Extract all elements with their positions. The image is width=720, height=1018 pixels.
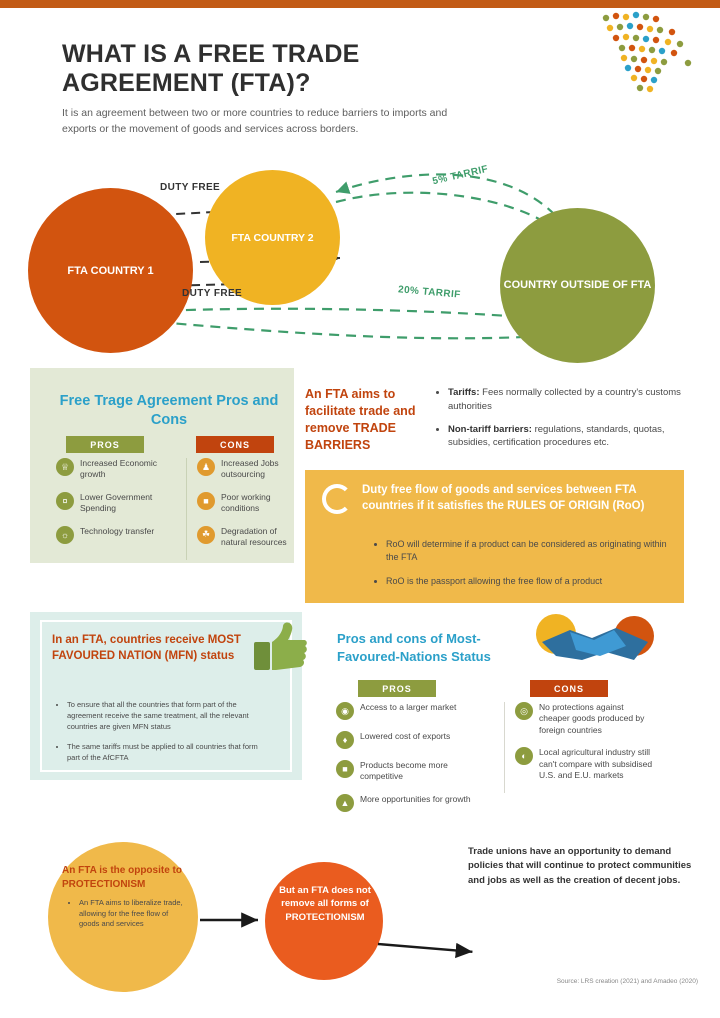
circle-fta-country-2: FTA COUNTRY 2: [205, 170, 340, 305]
mfn-pros-item-label: More opportunities for growth: [360, 793, 471, 804]
mfn-title: In an FTA, countries receive MOST FAVOURED NATION (MFN) status: [52, 634, 241, 663]
list-item: • To ensure that all the countries that form part of the agreement receive the same treatment, all the relevant countries are given MFN status: [67, 700, 263, 733]
fta-aims-text: An FTA aims to facilitate trade and remove TRADE BARRIERS: [305, 387, 416, 452]
pros-item-label: Lower Government Spending: [80, 491, 153, 514]
pros-item-label: Technology transfer: [80, 525, 155, 536]
page-subtitle: It is an agreement between two or more countries to reduce barriers to imports and exports or the movement of goods and services across borders.: [62, 107, 448, 136]
circle-country-outside-fta: COUNTRY OUTSIDE OF FTA: [500, 208, 655, 363]
list-item: [515, 702, 654, 736]
top-accent-bar: [0, 0, 720, 8]
page-title: WHAT IS A FREE TRADE AGREEMENT (FTA)?: [62, 40, 360, 97]
briefcase-icon: ■: [197, 492, 215, 510]
cons-item-label: Poor working conditions: [221, 491, 271, 514]
roo-title: Duty free flow of goods and services between FTA countries if it satisfies the RULES OF ORIGIN (RoO): [362, 484, 645, 513]
list-item: • The same tariffs must be applied to all countries that form part of the AfCFTA: [67, 742, 263, 764]
bullet-text: Fees normally collected by a country's customs authorities: [448, 387, 681, 412]
mfn-cons-tag: CONS: [530, 680, 608, 697]
handshake-icon: [530, 612, 660, 674]
list-item: [336, 760, 486, 783]
list-item: [197, 458, 296, 481]
list-item: • An FTA aims to liberalize trade, allowing for the free flow of goods and services: [79, 898, 188, 930]
mfn-pros-item-label: Products become more competitive: [360, 760, 448, 782]
globe-icon: ◉: [336, 702, 354, 720]
mfn-pros-tag: PROS: [358, 680, 436, 697]
growth-icon: ▲: [336, 794, 354, 812]
tractor-icon: ◐: [515, 747, 533, 765]
box-icon: ■: [336, 760, 354, 778]
bullet-term: Non-tariff barriers:: [448, 423, 532, 435]
list-item: • RoO will determine if a product can be considered as originating within the FTA: [386, 538, 670, 564]
bullet-text: regulations, standards, quotas, subsidies, certification procedures etc.: [448, 423, 665, 449]
mfn-pros-item-label: Lowered cost of exports: [360, 731, 451, 741]
cons-item-label: Increased Jobs outsourcing: [221, 458, 279, 480]
mfn-cons-item-label: Local agricultural industry still can't compare with subsidised U.S. and E.U. markets: [539, 747, 653, 781]
mfn-pros-cons-title: Pros and cons of Most-Favoured-Nations Status: [337, 631, 491, 664]
label-5-percent-tariff: 5% TARRIF: [431, 163, 490, 188]
list-item: [56, 526, 166, 544]
label-duty-free-bottom: DUTY FREE: [182, 288, 243, 299]
cons-tag: CONS: [196, 436, 274, 453]
trade-barriers-bullets: [436, 386, 684, 459]
not-remove-text: But an FTA does not remove all forms of PROTECTIONISM: [279, 885, 371, 923]
list-item: [56, 458, 166, 481]
list-item: [515, 747, 654, 781]
mfn-cons-item-label: No protections against cheaper goods produced by foreign countries: [539, 702, 645, 735]
pros-tag: PROS: [66, 436, 144, 453]
list-item: • RoO is the passport allowing the free flow of a product: [386, 575, 670, 588]
mfn-pros-list: [336, 702, 486, 823]
source-note: Source: LRS creation (2021) and Amadeo (2020): [556, 978, 698, 985]
list-item: [336, 794, 486, 812]
leaf-icon: ☘: [197, 526, 215, 544]
roo-bullets: [376, 538, 670, 599]
opposite-title: An FTA is the opposite to PROTECTIONISM: [62, 865, 182, 890]
list-item: [56, 492, 166, 515]
label-20-percent-tariff: 20% TARRIF: [397, 284, 462, 301]
list-item: [197, 492, 296, 515]
bullet-term: Tariffs:: [448, 387, 480, 398]
list-item: [448, 423, 684, 451]
list-item: [336, 702, 486, 720]
list-item: [336, 731, 486, 749]
pros-list: [56, 458, 166, 555]
cons-item-label: Degradation of natural resources: [221, 525, 287, 548]
africa-dotmap-icon: [588, 8, 698, 98]
label-duty-free-top: DUTY FREE: [160, 182, 221, 193]
crown-icon: ♕: [56, 458, 74, 476]
coin-icon: ¤: [56, 492, 74, 510]
mfn-bullets: [58, 700, 263, 772]
trade-unions-text: Trade unions have an opportunity to demand policies that will continue to protect communities and jobs as well as the creation of decent jobs.: [468, 846, 692, 886]
mfn-pros-item-label: Access to a larger market: [360, 702, 457, 712]
thumbs-up-icon: [252, 622, 308, 674]
circle-fta-country-1: FTA COUNTRY 1: [28, 188, 193, 353]
people-icon: ♟: [197, 458, 215, 476]
bottom-arrows: [0, 840, 720, 1018]
pros-item-label: Increased Economic growth: [80, 458, 158, 480]
pros-cons-title: Free Trage Agreement Pros and Cons: [59, 393, 279, 428]
bulb-icon: ☼: [56, 526, 74, 544]
list-item: [448, 386, 684, 414]
cons-list: [186, 458, 296, 560]
fta-flow-diagram: [0, 140, 720, 370]
tag-icon: ♦: [336, 731, 354, 749]
list-item: [197, 526, 296, 549]
mfn-cons-list: [504, 702, 654, 793]
refresh-circle-icon: [322, 484, 352, 514]
shield-icon: ◎: [515, 702, 533, 720]
